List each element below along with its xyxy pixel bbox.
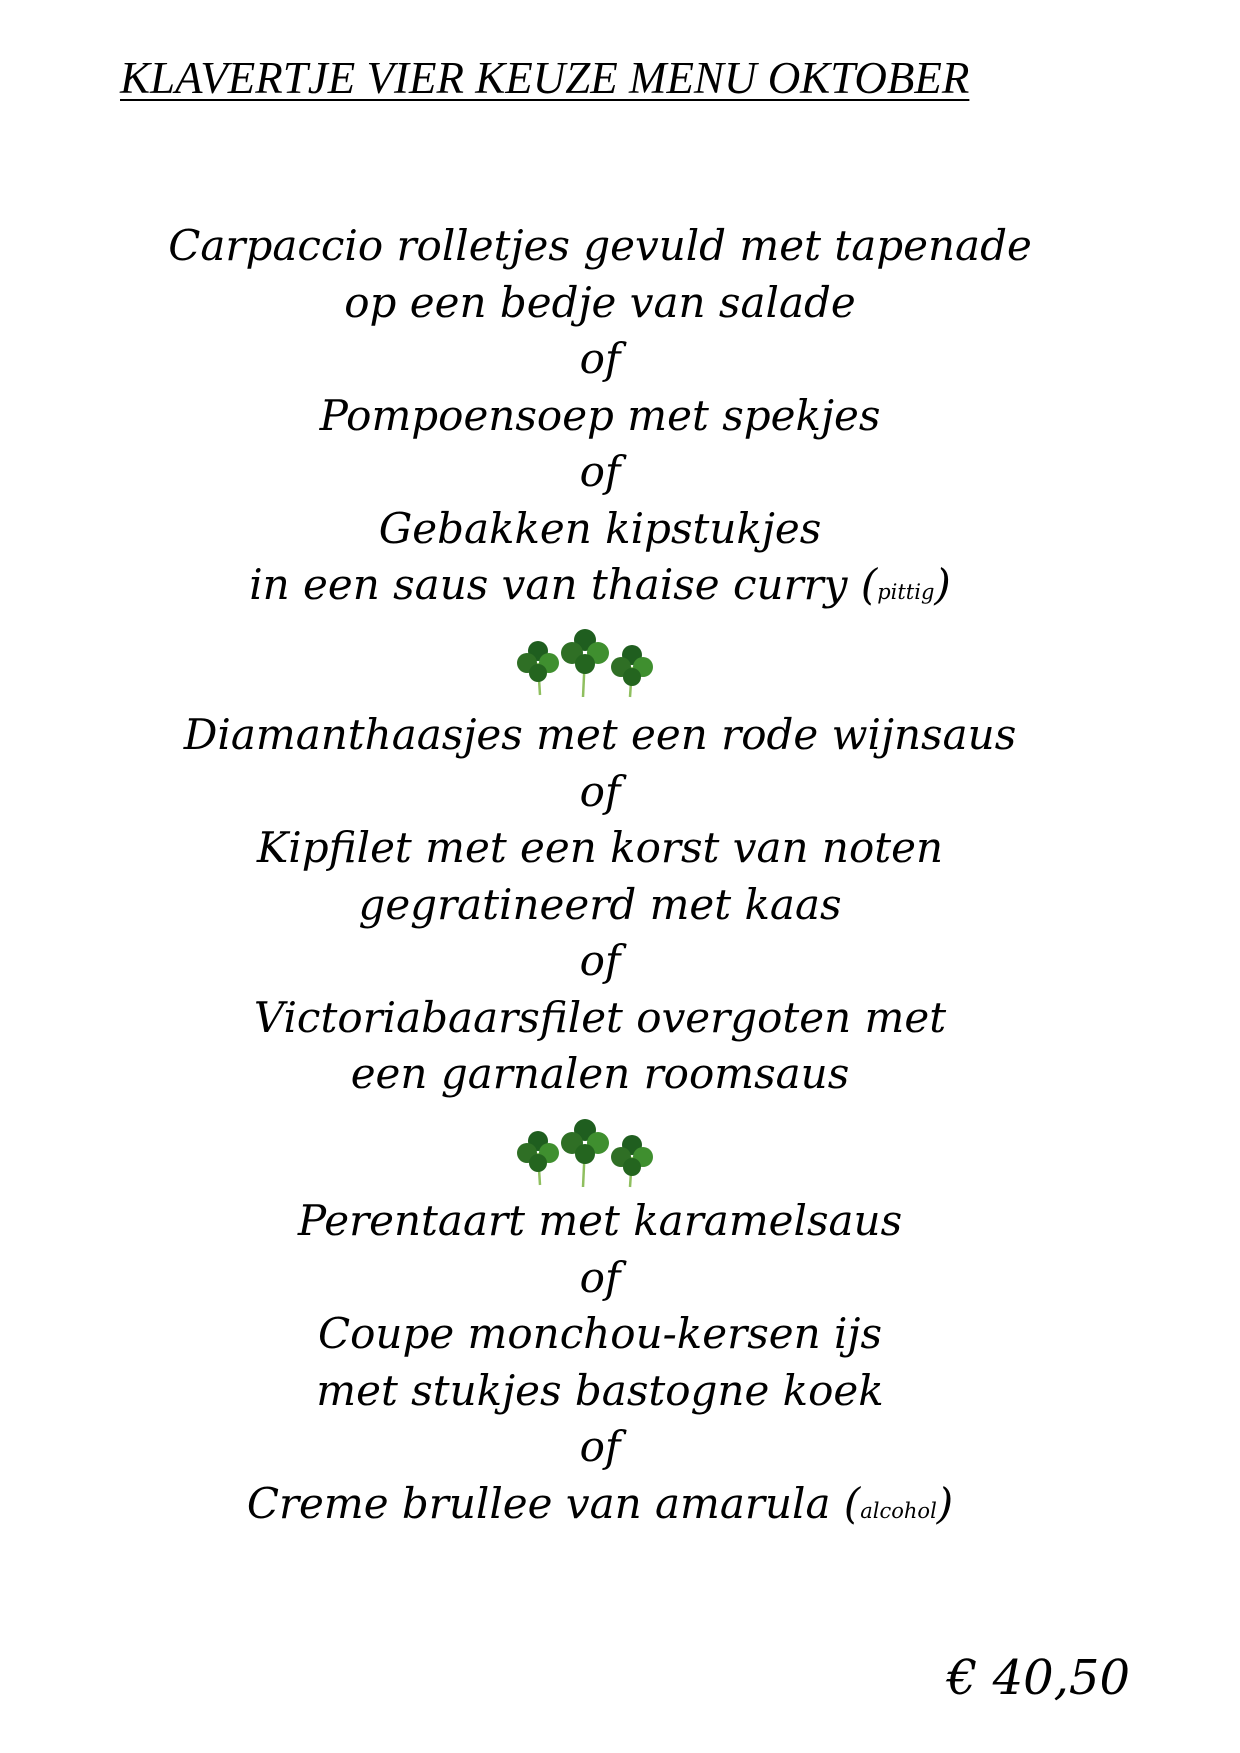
alcohol-note: alcohol <box>860 1498 937 1523</box>
menu-line-or: of <box>579 334 621 383</box>
menu-line <box>0 1476 1200 1533</box>
menu-line-or: of <box>579 447 621 496</box>
clover-left <box>517 1131 559 1185</box>
menu-line-or: of <box>579 936 621 985</box>
spicy-note: pittig <box>877 580 935 604</box>
menu-line-or: of <box>579 1252 621 1302</box>
menu-line-or: of <box>579 766 621 816</box>
clover-icon <box>510 625 660 705</box>
menu-line: Carpaccio rolletjes gevuld met tapenade <box>168 221 1032 270</box>
menu-line: Pompoensoep met spekjes <box>319 390 881 440</box>
starter-course <box>0 218 1200 614</box>
menu-line: met stukjes bastogne koek <box>316 1365 884 1415</box>
menu-line-close: ) <box>936 1478 954 1528</box>
menu-line <box>0 557 1200 614</box>
menu-line: op een bedje van salade <box>344 277 856 327</box>
clover-left <box>517 641 559 695</box>
menu-line: Gebakken kipstukjes <box>378 503 822 553</box>
menu-price: € 40,50 <box>946 1650 1130 1706</box>
menu-line: Kipfilet met een korst van noten <box>256 823 944 872</box>
menu-line: Diamanthaasjes met een rode wijnsaus <box>183 710 1017 759</box>
clover-icon <box>510 1115 660 1195</box>
menu-line-text: Creme brullee van amarula ( <box>246 1478 861 1528</box>
clover-right <box>611 1135 653 1187</box>
dessert-course <box>0 1193 1200 1532</box>
menu-line: Coupe monchou-kersen ijs <box>317 1309 883 1358</box>
menu-line: Victoriabaarsfilet overgoten met <box>253 992 947 1042</box>
clover-center <box>561 629 609 697</box>
menu-line: gegratineerd met kaas <box>358 879 842 929</box>
clover-center <box>561 1119 609 1187</box>
menu-line: Perentaart met karamelsaus <box>297 1196 903 1245</box>
menu-title: KLAVERTJE VIER KEUZE MENU OKTOBER <box>120 53 970 103</box>
menu-line-or: of <box>579 1422 621 1471</box>
menu-line-text: in een saus van thaise curry ( <box>249 560 878 609</box>
clover-right <box>611 645 653 697</box>
main-course <box>0 707 1200 1103</box>
menu-line: een garnalen roomsaus <box>350 1049 850 1098</box>
menu-line-close: ) <box>934 560 951 609</box>
